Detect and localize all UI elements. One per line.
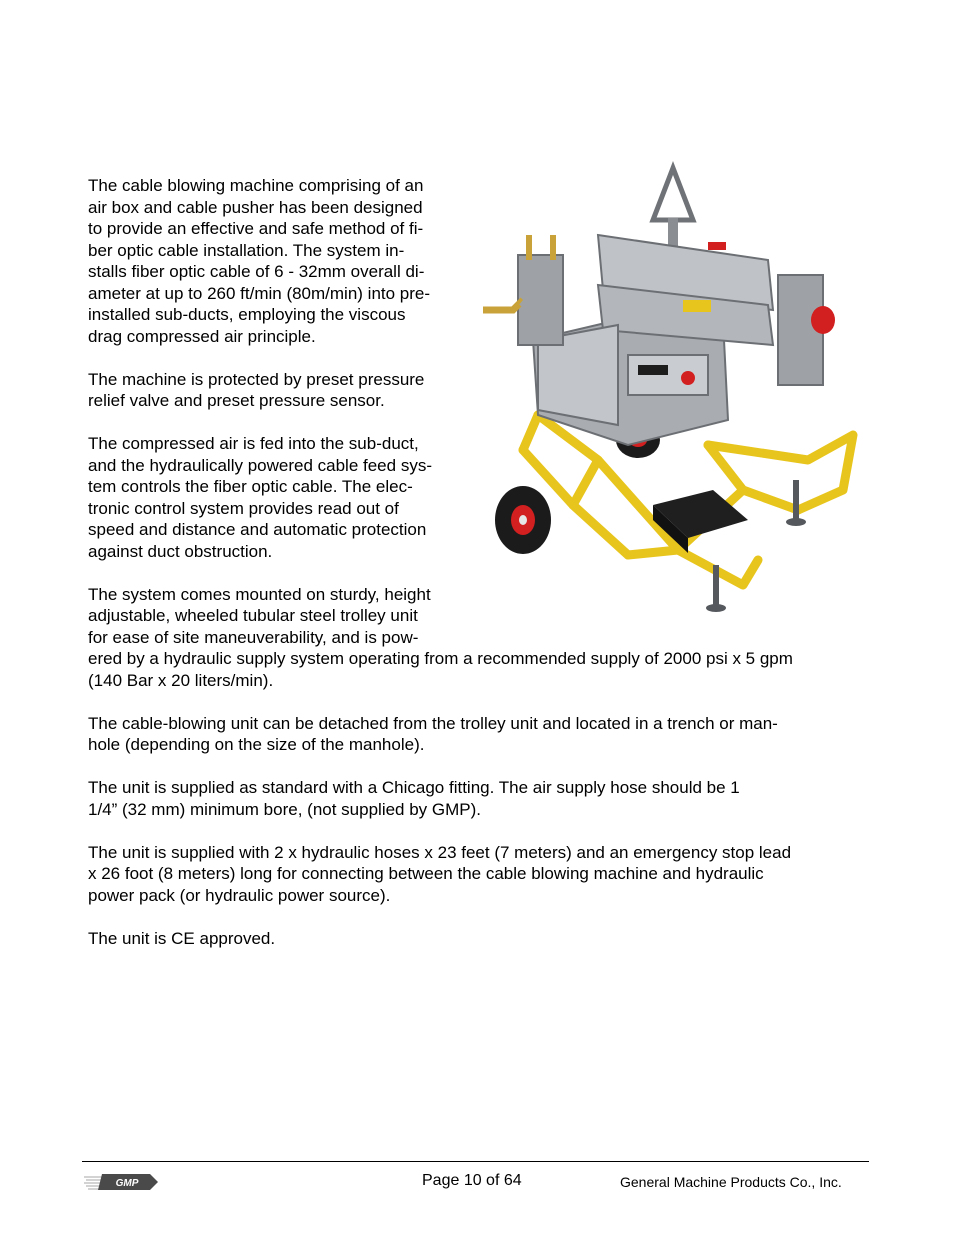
text-line: power pack (or hydraulic power source). [88, 885, 391, 905]
text-line: x 26 foot (8 meters) long for connecting between the cable blowing machine and hydraulic [88, 864, 764, 883]
text-line: speed and distance and automatic protection [88, 520, 427, 539]
svg-text:GMP: GMP [115, 1178, 139, 1189]
footer-divider [82, 1161, 869, 1162]
text-line: relief valve and preset pressure sensor. [88, 391, 385, 410]
page-number: Page 10 of 64 [422, 1172, 522, 1189]
text-line: The cable-blowing unit can be detached from the trolley unit and located in a trench or man- [88, 713, 778, 733]
company-name: General Machine Products Co., Inc. [620, 1174, 842, 1190]
gmp-logo [82, 1171, 162, 1193]
text-line: The system comes mounted on sturdy, height [88, 584, 431, 604]
text-line: 1/4” (32 mm) minimum bore, (not supplied by GMP). [88, 799, 482, 819]
text-line: ber optic cable installation. The system in- [88, 240, 405, 260]
text-line: The compressed air is fed into the sub-duct, [88, 434, 419, 453]
text-line: tem controls the fiber optic cable. The elec- [88, 477, 413, 496]
text-line: drag compressed air principle. [88, 326, 316, 346]
text-line: air box and cable pusher has been designed [88, 197, 423, 217]
text-line: The machine is protected by preset pressure [88, 369, 425, 389]
cable-blowing-machine-photo [478, 160, 868, 622]
text-line: installed sub-ducts, employing the viscous [88, 305, 406, 324]
text-line: and the hydraulically powered cable feed sys- [88, 455, 432, 475]
text-line: (140 Bar x 20 liters/min). [88, 670, 274, 690]
text-line: for ease of site maneuverability, and is pow- [88, 627, 419, 647]
text-line: The unit is supplied as standard with a Chicago fitting. The air supply hose should be 1 [88, 778, 740, 797]
text-line: adjustable, wheeled tubular steel trolley unit [88, 606, 418, 625]
text-line: The unit is CE approved. [88, 928, 276, 948]
text-line: against duct obstruction. [88, 541, 273, 561]
text-line: ameter at up to 260 ft/min (80m/min) into pre- [88, 283, 431, 303]
text-line: ered by a hydraulic supply system operating from a recommended supply of 2000 psi x 5 gpm [88, 649, 793, 668]
text-line: to provide an effective and safe method of fi- [88, 219, 424, 238]
text-line: stalls fiber optic cable of 6 - 32mm overall di- [88, 262, 425, 281]
text-line: tronic control system provides read out of [88, 498, 399, 518]
text-line: The cable blowing machine comprising of an [88, 176, 424, 195]
text-line: The unit is supplied with 2 x hydraulic hoses x 23 feet (7 meters) and an emergency stop lead [88, 842, 792, 862]
text-line: hole (depending on the size of the manhole). [88, 735, 425, 754]
